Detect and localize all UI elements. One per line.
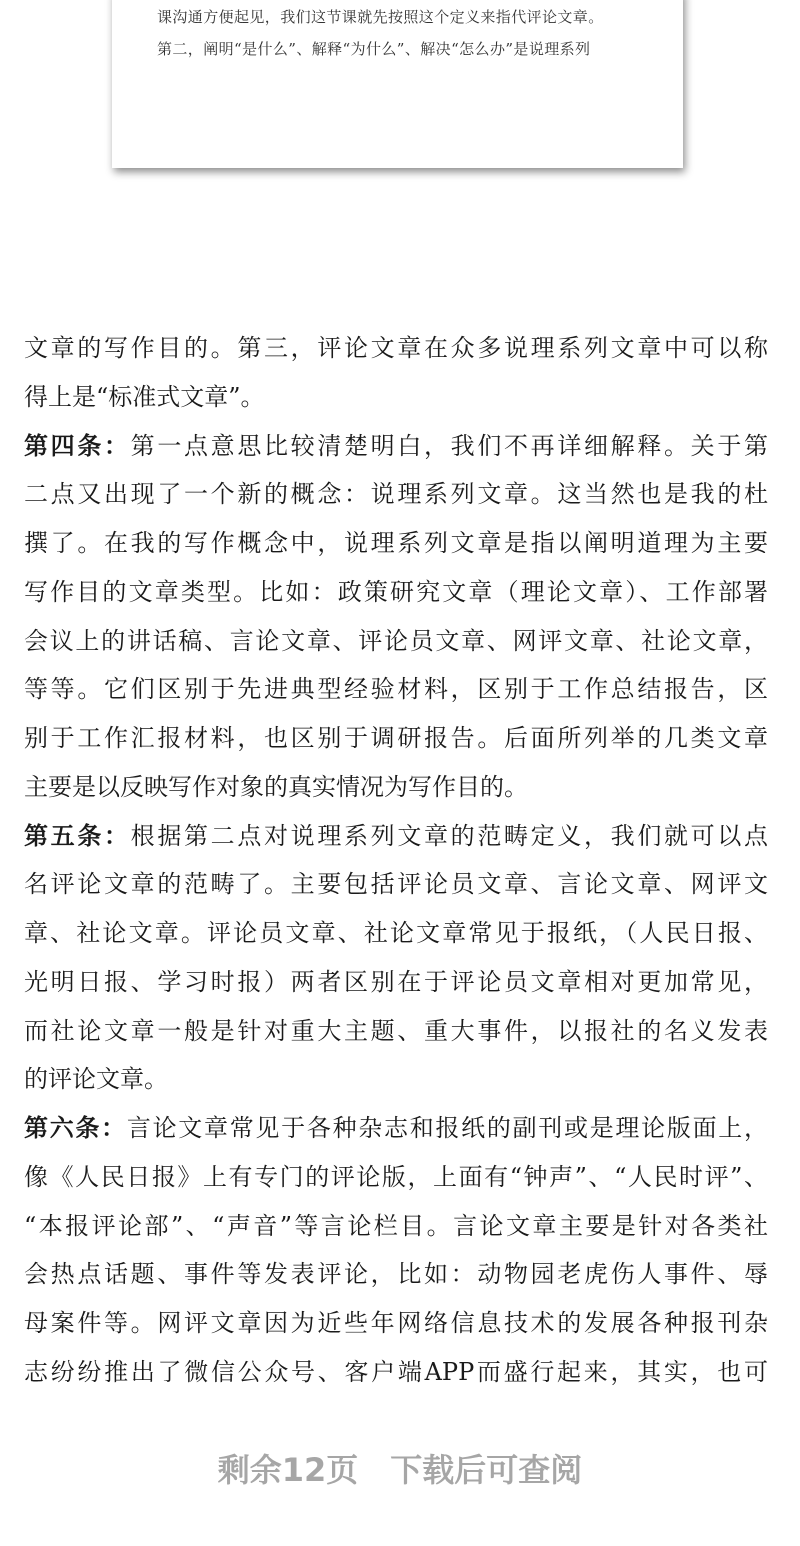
text-line <box>24 909 768 958</box>
text-line <box>24 1299 768 1348</box>
text-line <box>24 470 768 519</box>
line-text: 文章的写作目的。第三，评论文章在众多说理系列文章中可以称 <box>24 334 768 362</box>
text-line <box>24 812 768 861</box>
text-line <box>24 1055 768 1104</box>
read-more-banner[interactable] <box>0 1445 800 1491</box>
line-text: 第一点意思比较清楚明白，我们不再详细解释。关于第 <box>130 431 769 460</box>
text-line <box>24 958 768 1007</box>
text-line <box>24 422 768 471</box>
clause-heading: 第六条： <box>24 1113 127 1142</box>
line-text: 根据第二点对说理系列文章的范畴定义，我们就可以点 <box>130 821 769 850</box>
text-line <box>24 1153 768 1202</box>
download-to-read-label[interactable]: 下载后可查阅 <box>390 1451 583 1489</box>
line-text: 二点又出现了一个新的概念：说理系列文章。这当然也是我的杜 <box>24 480 768 509</box>
text-line <box>24 1250 768 1299</box>
document-body <box>24 324 768 1397</box>
text-line <box>24 860 768 909</box>
line-text: 写作目的文章类型。比如：政策研究文章（理论文章）、工作部署 <box>24 577 768 606</box>
line-text: 别于工作汇报材料，也区别于调研报告。后面所列举的几类文章 <box>24 724 768 752</box>
text-line <box>24 324 768 373</box>
text-line <box>24 665 768 714</box>
text-line <box>24 519 768 568</box>
line-text: 等等。它们区别于先进典型经验材料，区别于工作总结报告，区 <box>24 675 768 704</box>
text-line <box>24 373 768 422</box>
text-line <box>24 568 768 617</box>
line-text: 志纷纷推出了微信公众号、客户端APP而盛行起来，其实，也可 <box>24 1357 768 1386</box>
card-line: 第二，阐明“是什么”、解释“为什么”、解决“怎么办”是说理系列 <box>157 40 591 58</box>
line-text: 言论文章常见于各种杂志和报纸的副刊或是理论版面上， <box>126 1114 769 1142</box>
text-line <box>24 617 768 666</box>
line-text: 会议上的讲话稿、言论文章、评论员文章、网评文章、社论文章， <box>24 626 768 655</box>
preview-page-card <box>112 0 683 168</box>
line-text: 光明日报、学习时报）两者区别在于评论员文章相对更加常见， <box>24 967 768 996</box>
card-line: 课沟通方便起见，我们这节课就先按照这个定义来指代评论文章。 <box>157 8 604 26</box>
line-text: 主要是以反映写作对象的真实情况为写作目的。 <box>24 772 528 801</box>
line-text: 撰了。在我的写作概念中，说理系列文章是指以阐明道理为主要 <box>24 529 768 557</box>
line-text: “本报评论部”、“声音”等言论栏目。言论文章主要是针对各类社 <box>24 1211 768 1240</box>
clause-heading: 第五条： <box>24 820 131 850</box>
text-line <box>24 1104 768 1153</box>
text-line <box>24 1202 768 1251</box>
text-line <box>24 1348 768 1397</box>
line-text: 母案件等。网评文章因为近些年网络信息技术的发展各种报刊杂 <box>24 1309 768 1337</box>
text-line <box>24 714 768 763</box>
line-text: 得上是“标准式文章”。 <box>24 382 265 411</box>
line-text: 像《人民日报》上有专门的评论版，上面有“钟声”、“人民时评”、 <box>24 1162 768 1191</box>
line-text: 的评论文章。 <box>24 1065 168 1094</box>
line-text: 而社论文章一般是针对重大主题、重大事件，以报社的名义发表 <box>24 1016 768 1045</box>
text-line <box>24 763 768 812</box>
clause-heading: 第四条： <box>24 430 131 460</box>
line-text: 名评论文章的范畴了。主要包括评论员文章、言论文章、网评文 <box>24 870 768 899</box>
line-text: 会热点话题、事件等发表评论，比如：动物园老虎伤人事件、辱 <box>24 1260 768 1289</box>
remaining-pages-label[interactable]: 剩余12页 <box>217 1451 359 1489</box>
text-line <box>24 1007 768 1056</box>
line-text: 章、社论文章。评论员文章、社论文章常见于报纸，（人民日报、 <box>24 919 768 947</box>
